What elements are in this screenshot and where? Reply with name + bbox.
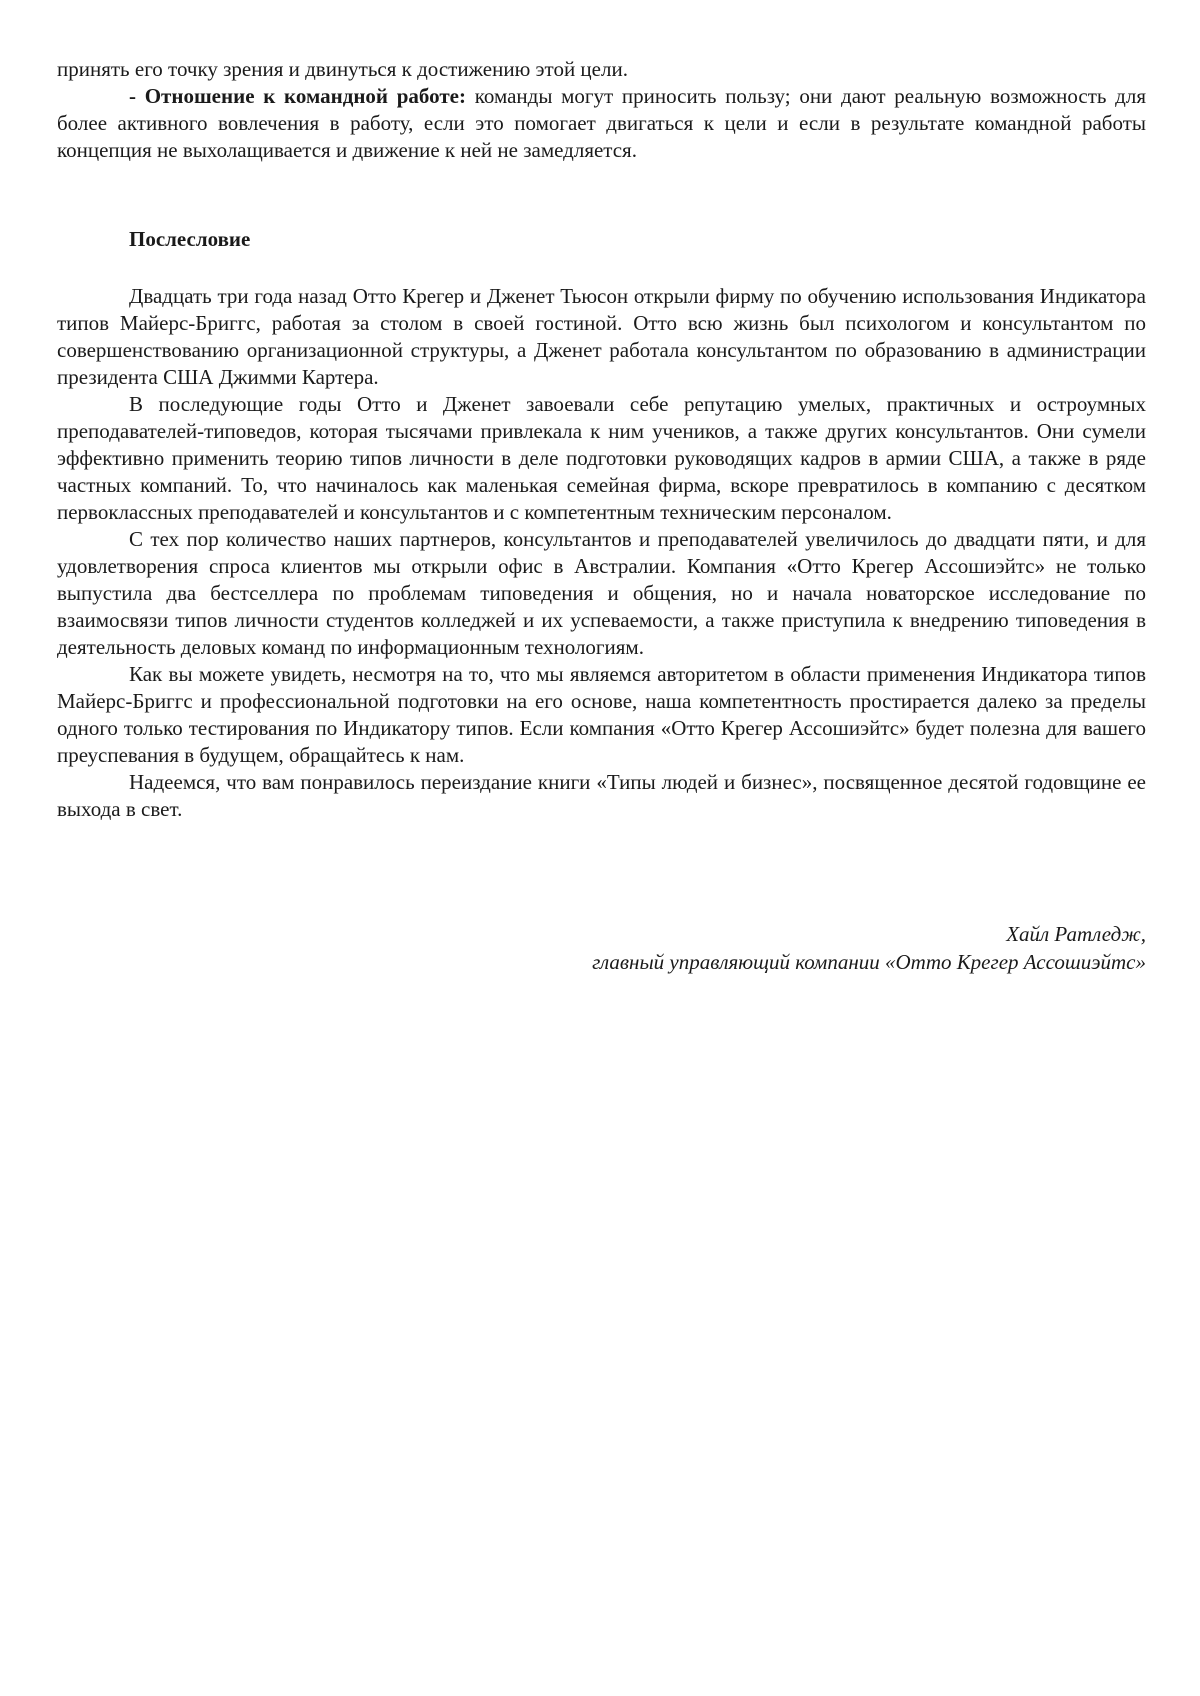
afterword-paragraph-2: В последующие годы Отто и Дженет завоевали себе репутацию умелых, практичных и остроумных преподавателей-типоведов, которая тысячами привлекала к ним учеников, а также других консультантов. Они сумели эффективно применить теорию типов личности в деле подготовки руководящих кадров в армии США, а также в ряде частных компаний. То, что начиналось как маленькая семейная фирма, вскоре превратилось в компанию с десятком первоклассных преподавателей и консультантов и с компетентным техническим персоналом. xyxy=(57,392,1146,524)
signature-block xyxy=(592,920,1146,976)
teamwork-bullet xyxy=(57,83,1146,164)
afterword-paragraph-1: Двадцать три года назад Отто Крегер и Дженет Тьюсон открыли фирму по обучению использования Индикатора типов Майерс-Бриггс, работая за столом в своей гостиной. Отто всю жизнь был психологом и консультантом по совершенствованию организационной структуры, а Дженет работала консультантом по образованию в администрации президента США Джимми Картера. xyxy=(57,284,1146,389)
afterword-paragraph-5: Надеемся, что вам понравилось переиздание книги «Типы людей и бизнес», посвященное десятой годовщине ее выхода в свет. xyxy=(57,770,1146,821)
afterword-heading: Послесловие xyxy=(129,227,251,251)
afterword-body xyxy=(57,283,1146,823)
afterword-paragraph-4: Как вы можете увидеть, несмотря на то, что мы являемся авторитетом в области применения Индикатора типов Майерс-Бриггс и профессиональной подготовки на его основе, наша компетентность простирается далеко за пределы одного только тестирования по Индикатору типов. Если компания «Отто Крегер Ассошиэйтс» будет полезна для вашего преуспевания в будущем, обращайтесь к нам. xyxy=(57,662,1146,767)
top-fragment xyxy=(57,56,1146,164)
teamwork-bullet-label: - Отношение к командной работе: xyxy=(129,84,466,108)
continuation-line: принять его точку зрения и двинуться к достижению этой цели. xyxy=(57,57,628,81)
signature-name: Хайл Ратледж, xyxy=(1006,922,1146,946)
afterword-paragraph-3: С тех пор количество наших партнеров, консультантов и преподавателей увеличилось до двадцати пяти, и для удовлетворения спроса клиентов мы открыли офис в Австралии. Компания «Отто Крегер Ассошиэйтс» не только выпустила два бестселлера по проблемам типоведения и общения, но и начала новаторское исследование по взаимосвязи типов личности студентов колледжей и их успеваемости, а также приступила к внедрению типоведения в деятельность деловых команд по информационным технологиям. xyxy=(57,527,1146,659)
teamwork-bullet-text: команды могут приносить пользу; они дают реальную возможность для более активного вовлечения в работу, если это помогает двигаться к цели и если в результате командной работы концепция не выхолащивается и движение к ней не замедляется. xyxy=(57,84,1146,162)
signature-title: главный управляющий компании «Отто Крегер Ассошиэйтс» xyxy=(592,950,1146,974)
